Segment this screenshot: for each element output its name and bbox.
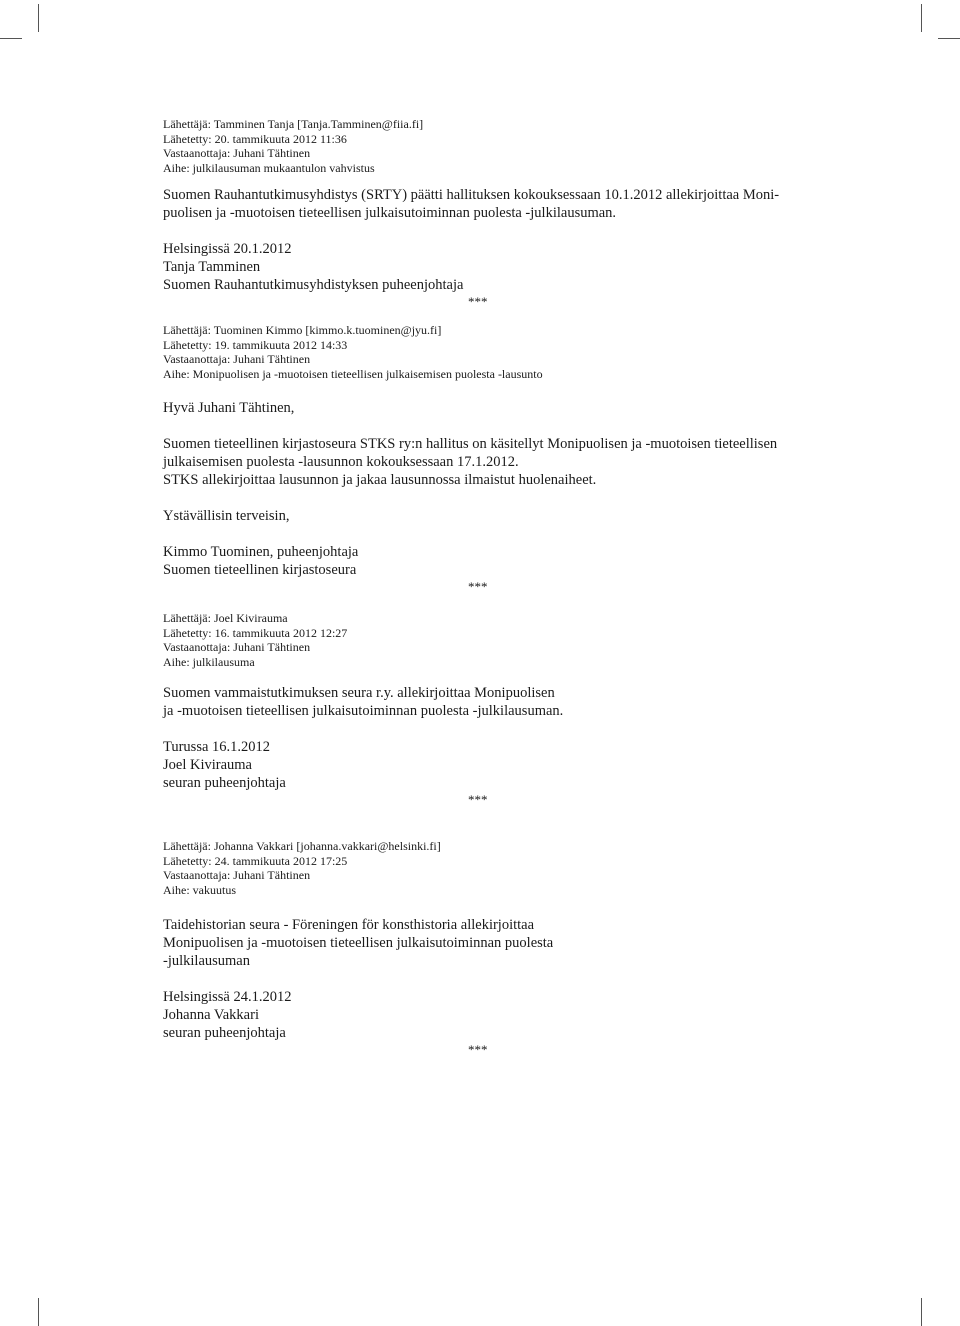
email-header-3 (163, 611, 843, 669)
crop-mark-bottom-left (38, 1298, 39, 1326)
separator: *** (468, 1042, 488, 1057)
closing: Ystävällisin terveisin, (163, 508, 290, 524)
header-sent: Lähetetty: 16. tammikuuta 2012 12:27 (163, 625, 348, 640)
body-line: Suomen Rauhantutkimusyhdistys (SRTY) päätti hallituksen kokouksessaan 10.1.2012 allekirjoittaa Moni- (163, 187, 780, 203)
email-header-4 (163, 839, 843, 897)
header-to: Vastaanottaja: Juhani Tähtinen (163, 146, 311, 160)
signature-line: Joel Kivirauma (163, 757, 252, 773)
signature-line: Turussa 16.1.2012 (163, 739, 271, 755)
signature-line: Helsingissä 24.1.2012 (163, 989, 292, 1005)
header-from: Lähettäjä: Joel Kivirauma (163, 611, 288, 625)
body-line: Taidehistorian seura - Föreningen för konsthistoria allekirjoittaa (163, 917, 535, 933)
crop-mark-bottom-right (921, 1298, 922, 1326)
header-subject: Aihe: julkilausuma (163, 654, 255, 669)
header-subject: Aihe: julkilausuman mukaantulon vahvistus (163, 160, 375, 175)
signature-line: seuran puheenjohtaja (163, 1025, 286, 1041)
signature-2 (163, 543, 843, 579)
signature-line: Johanna Vakkari (163, 1007, 259, 1023)
signature-1 (163, 240, 843, 294)
email-body-1 (163, 186, 843, 222)
body-line: -julkilausuman (163, 953, 250, 969)
header-to: Vastaanottaja: Juhani Tähtinen (163, 352, 311, 366)
header-sent: Lähetetty: 24. tammikuuta 2012 17:25 (163, 853, 348, 868)
email-body-2 (163, 435, 843, 489)
crop-mark-top-right (921, 4, 922, 32)
header-subject: Aihe: vakuutus (163, 882, 236, 897)
body-line: puolisen ja -muotoisen tieteellisen julkaisutoiminnan puolesta -julkilausuman. (163, 205, 617, 221)
signature-line: Helsingissä 20.1.2012 (163, 241, 292, 257)
body-line: Suomen vammaistutkimuksen seura r.y. allekirjoittaa Monipuolisen (163, 685, 555, 701)
greeting: Hyvä Juhani Tähtinen, (163, 400, 295, 416)
body-line: julkaisemisen puolesta -lausunnon kokouksessaan 17.1.2012. (163, 454, 519, 470)
header-subject: Aihe: Monipuolisen ja -muotoisen tieteellisen julkaisemisen puolesta -lausunto (163, 366, 543, 381)
signature-line: Kimmo Tuominen, puheenjohtaja (163, 544, 359, 560)
header-from: Lähettäjä: Tamminen Tanja [Tanja.Tamminen@fiia.fi] (163, 117, 424, 131)
email-body-3 (163, 684, 843, 720)
signature-4 (163, 988, 843, 1042)
signature-3 (163, 738, 843, 792)
header-sent: Lähetetty: 19. tammikuuta 2012 14:33 (163, 337, 348, 352)
crop-mark-top-right-h (938, 38, 960, 39)
signature-line: seuran puheenjohtaja (163, 775, 286, 791)
email-header-1 (163, 117, 843, 175)
separator: *** (468, 294, 488, 309)
email-body-4 (163, 916, 843, 970)
body-line: Suomen tieteellinen kirjastoseura STKS ry:n hallitus on käsitellyt Monipuolisen ja -muotoisen tieteellisen (163, 436, 778, 452)
crop-mark-top-left-h (0, 38, 22, 39)
document (163, 117, 843, 1058)
signature-line: Tanja Tamminen (163, 259, 261, 275)
signature-line: Suomen Rauhantutkimusyhdistyksen puheenjohtaja (163, 277, 464, 293)
header-from: Lähettäjä: Johanna Vakkari [johanna.vakkari@helsinki.fi] (163, 839, 441, 853)
header-to: Vastaanottaja: Juhani Tähtinen (163, 868, 311, 882)
separator: *** (468, 579, 488, 594)
body-line: ja -muotoisen tieteellisen julkaisutoiminnan puolesta -julkilausuman. (163, 703, 564, 719)
signature-line: Suomen tieteellinen kirjastoseura (163, 562, 357, 578)
header-from: Lähettäjä: Tuominen Kimmo [kimmo.k.tuominen@jyu.fi] (163, 323, 442, 337)
email-header-2 (163, 323, 843, 381)
header-sent: Lähetetty: 20. tammikuuta 2012 11:36 (163, 131, 347, 146)
body-line: Monipuolisen ja -muotoisen tieteellisen julkaisutoiminnan puolesta (163, 935, 554, 951)
header-to: Vastaanottaja: Juhani Tähtinen (163, 640, 311, 654)
crop-mark-top-left (38, 4, 39, 32)
separator: *** (468, 792, 488, 807)
body-line: STKS allekirjoittaa lausunnon ja jakaa lausunnossa ilmaistut huolenaiheet. (163, 472, 597, 488)
